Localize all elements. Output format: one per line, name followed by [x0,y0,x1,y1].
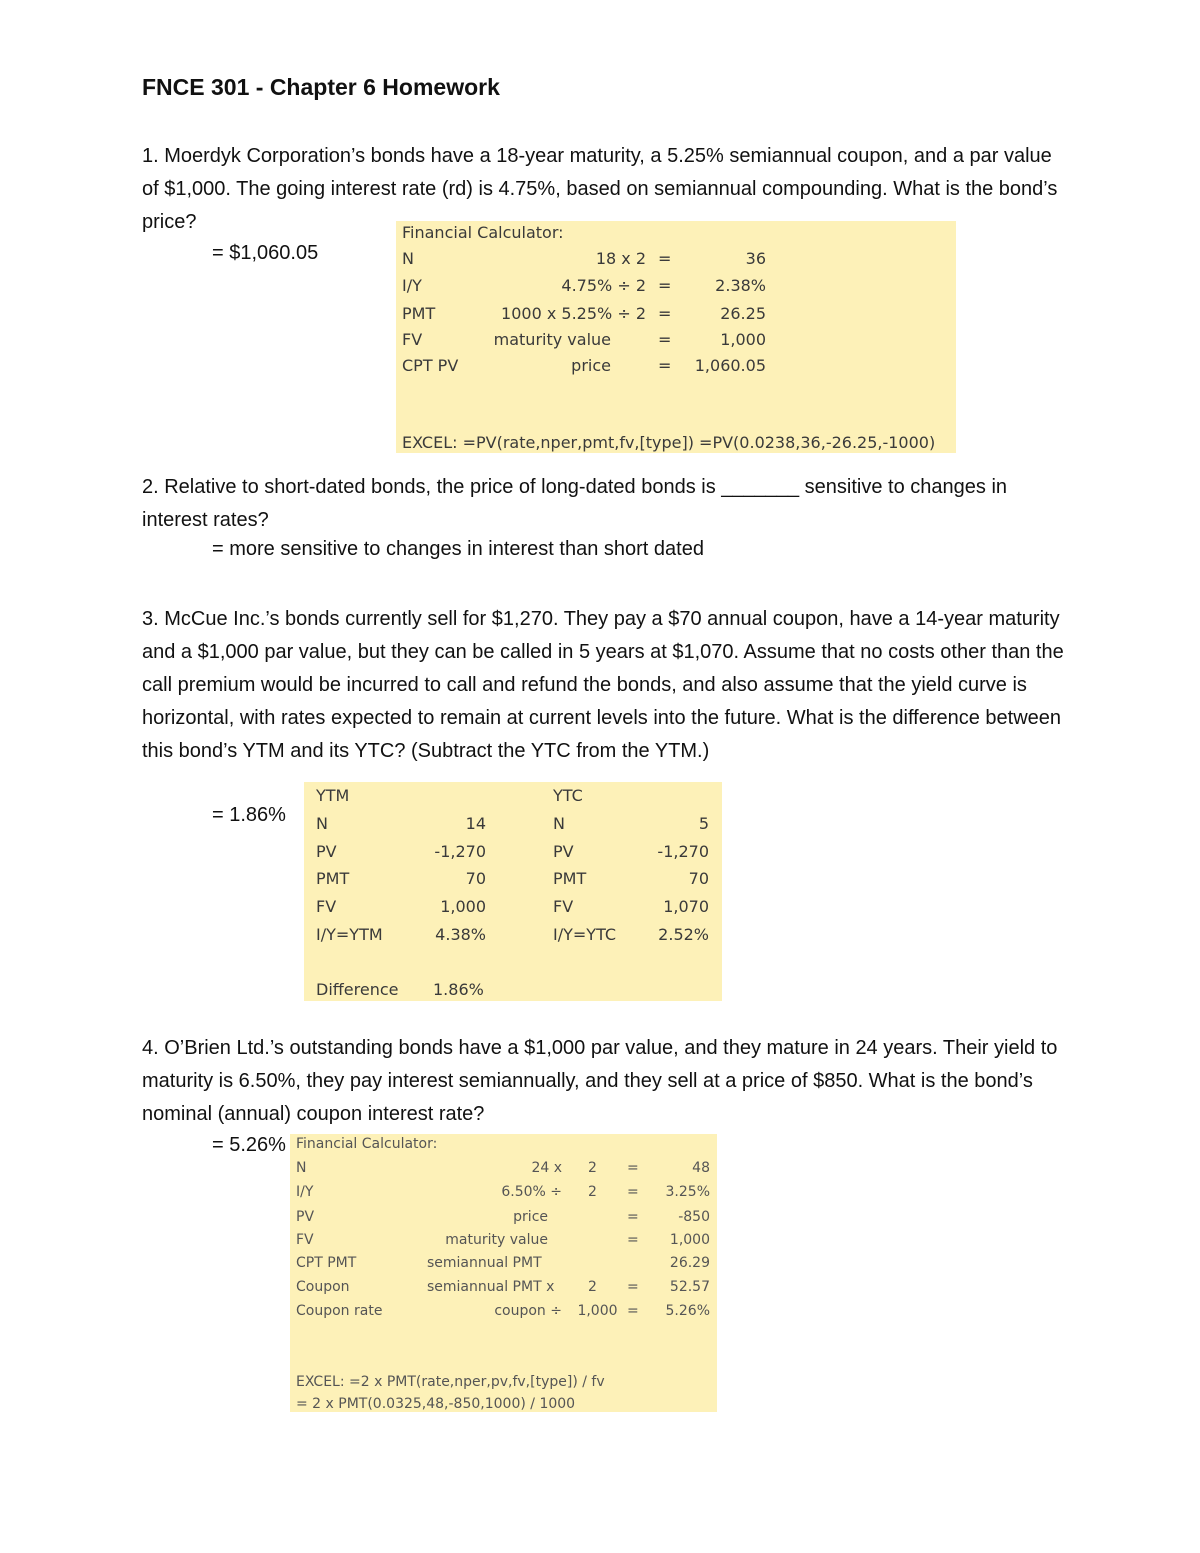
q1-row-expr: price [571,356,611,375]
q1-row-expr: 18 x 2 [595,249,646,268]
ytm-row-value: 1,000 [440,897,486,916]
q4-row-expr: coupon ÷ [494,1303,562,1319]
q4-row-expr2: 2 [588,1160,597,1176]
question-1-text: 1. Moerdyk Corporation’s bonds have a 18-year maturity, a 5.25% semiannual coupon, and a par value of $1,000. The going interest rate (rd) is 4.75%, based on semiannual compounding. What is the bond’s price? [142,145,1058,233]
q4-row-expr: 6.50% ÷ [501,1184,562,1200]
q4-row-value: 1,000 [669,1232,710,1248]
q4-row-value: 48 [692,1160,710,1176]
q1-row-expr: maturity value [493,330,611,349]
q4-row-eq: = [627,1279,639,1295]
q4-row-eq: = [627,1184,639,1200]
q4-row-value: -850 [678,1209,710,1225]
q4-row-label: CPT PMT [296,1255,357,1271]
q1-row-label: FV [402,330,423,349]
q4-row-expr2: 2 [588,1184,597,1200]
ytc-row-label: N [553,814,565,833]
q1-row-expr: 1000 x 5.25% ÷ 2 [501,304,646,323]
q4-row-label: FV [296,1232,314,1248]
q1-row-value: 36 [745,249,766,268]
q1-row-label: I/Y [402,276,422,295]
q1-excel-formula: EXCEL: =PV(rate,nper,pmt,fv,[type]) =PV(0.0238,36,-26.25,-1000) [402,433,936,452]
q4-row-label: N [296,1160,307,1176]
q4-excel-formula: EXCEL: =2 x PMT(rate,nper,pv,fv,[type]) / fv [296,1374,605,1390]
q4-row-expr: price [513,1209,548,1225]
ytm-row-value: 14 [465,814,486,833]
q4-row-label: I/Y [296,1184,314,1200]
q4-row-expr: semiannual PMT [427,1255,542,1271]
ytc-row-label: FV [553,897,574,916]
ytm-row-label: FV [316,897,337,916]
ytm-row-label: I/Y=YTM [316,925,383,944]
q4-row-expr: maturity value [445,1232,548,1248]
q3-yield-calculator-box [304,782,722,1001]
q4-row-value: 26.29 [669,1255,710,1271]
question-2-answer: = more sensitive to changes in interest than short dated [212,538,704,560]
q4-row-expr2: 1,000 [577,1303,618,1319]
difference-label: Difference [316,980,399,999]
question-1-answer: = $1,060.05 [212,242,319,264]
q1-row-value: 1,000 [720,330,766,349]
q4-row-label: Coupon rate [296,1303,383,1319]
q4-row-expr: semiannual PMT x [427,1279,555,1295]
ytc-row-label: PMT [553,869,587,888]
q1-calculator-box [396,221,956,453]
ytc-row-value: -1,270 [657,842,709,861]
ytc-row-value: 70 [688,869,709,888]
q4-calculator-box [290,1134,717,1412]
q1-row-expr: 4.75% ÷ 2 [561,276,646,295]
difference-value: 1.86% [433,980,484,999]
q1-calc-header: Financial Calculator: [402,223,564,242]
q1-row-eq: = [658,356,672,375]
q4-row-eq: = [627,1209,639,1225]
q4-row-eq: = [627,1160,639,1176]
q4-row-expr2: 2 [588,1279,597,1295]
q4-row-eq: = [627,1232,639,1248]
q4-calc-header: Financial Calculator: [296,1136,438,1152]
q1-row-label: CPT PV [402,356,459,375]
ytc-row-value: 2.52% [658,925,709,944]
q1-row-value: 26.25 [720,304,766,323]
ytm-header: YTM [316,786,350,805]
q1-row-eq: = [658,304,672,323]
ytc-row-label: I/Y=YTC [553,925,617,944]
q1-row-eq: = [658,276,672,295]
ytm-row-value: 4.38% [435,925,486,944]
q4-row-eq: = [627,1303,639,1319]
ytc-row-label: PV [553,842,574,861]
ytm-row-value: 70 [465,869,486,888]
q4-row-value: 5.26% [665,1303,710,1319]
ytm-row-label: PV [316,842,337,861]
q4-excel-formula-filled: = 2 x PMT(0.0325,48,-850,1000) / 1000 [296,1396,576,1412]
page-title: FNCE 301 - Chapter 6 Homework [142,74,500,100]
question-4-answer: = 5.26% [212,1134,286,1156]
q1-row-eq: = [658,249,672,268]
question-3-text: 3. McCue Inc.’s bonds currently sell for $1,270. They pay a $70 annual coupon, have a 14-year maturity and a $1,000 par value, but they can be called in 5 years at $1,070. Assume that no costs other than the call premium would be incurred to call and refund the bonds, and also assume that the yield curve is horizontal, with rates expected to remain at current levels into the future. What is the difference between this bond’s YTM and its YTC? (Subtract the YTC from the YTM.) [142,608,1064,762]
ytc-row-value: 1,070 [663,897,709,916]
ytm-row-value: -1,270 [434,842,486,861]
q4-row-expr: 24 x [531,1160,562,1176]
ytm-row-label: PMT [316,869,350,888]
q1-row-label: N [402,249,414,268]
q4-row-label: Coupon [296,1279,350,1295]
q1-row-value: 1,060.05 [694,356,766,375]
question-4-text: 4. O’Brien Ltd.’s outstanding bonds have a $1,000 par value, and they mature in 24 years. Their yield to maturity is 6.50%, they pay interest semiannually, and they sell at a price of $850. What is the bond’s nominal (annual) coupon interest rate? [142,1037,1058,1125]
question-3-answer: = 1.86% [212,804,286,826]
ytc-row-value: 5 [698,814,709,833]
ytc-header: YTC [553,786,583,805]
question-2-text: 2. Relative to short-dated bonds, the price of long-dated bonds is _______ sensitive to changes in interest rates? [142,476,1008,531]
q4-row-value: 52.57 [669,1279,710,1295]
q4-row-value: 3.25% [665,1184,710,1200]
ytm-row-label: N [316,814,328,833]
q1-row-eq: = [658,330,672,349]
q1-row-value: 2.38% [715,276,766,295]
q4-row-label: PV [296,1209,315,1225]
q1-row-label: PMT [402,304,436,323]
